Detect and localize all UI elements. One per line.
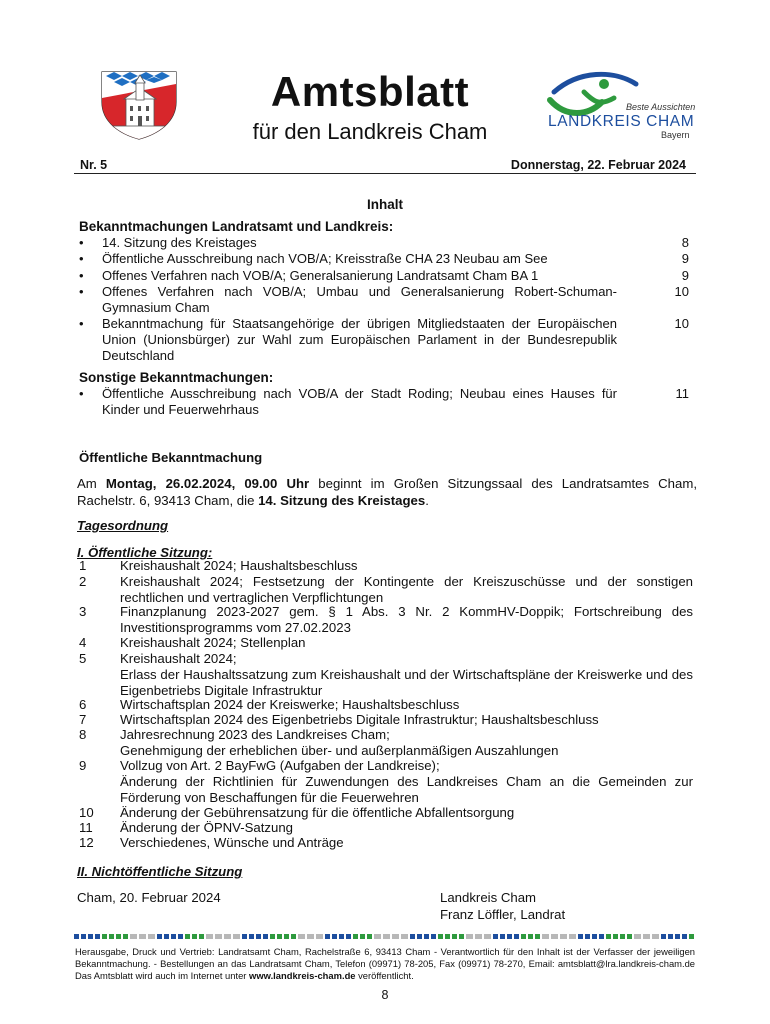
divider-dash bbox=[401, 934, 408, 939]
divider-dash bbox=[417, 934, 422, 939]
toc-item: • Offenes Verfahren nach VOB/A; Umbau und Generalsanierung Robert-Schuman-Gymnasium Cham 10 bbox=[79, 284, 689, 315]
toc-page: 8 bbox=[681, 235, 689, 250]
divider-dash bbox=[620, 934, 625, 939]
divider-dash bbox=[353, 934, 358, 939]
divider-dash bbox=[599, 934, 604, 939]
agenda-item: Jahresrechnung 2023 des Landkreises Cham; Genehmigung der erheblichen über- und außerplanmäßigen Auszahlungen bbox=[120, 727, 559, 758]
agenda-number: 12 bbox=[79, 835, 94, 850]
divider-dash bbox=[346, 934, 351, 939]
agenda-item: Kreishaushalt 2024; Erlass der Haushaltssatzung zum Kreishaushalt und der Wirtschaftspläne der Kreiswerke und des Eigenbetriebs Digitale Infrastruktur bbox=[120, 651, 693, 698]
divider-dash bbox=[500, 934, 505, 939]
divider-dash bbox=[689, 934, 694, 939]
agenda-number: 4 bbox=[79, 635, 87, 650]
meeting-date: Montag, 26.02.2024, 09.00 Uhr bbox=[105, 476, 310, 491]
divider-dash bbox=[560, 934, 567, 939]
divider-dash bbox=[360, 934, 365, 939]
agenda-item: Änderung der Gebührensatzung für die öffentliche Abfallentsorgung bbox=[120, 805, 515, 820]
notice-intro: Am Montag, 26.02.2024, 09.00 Uhr beginnt im Großen Sitzungssaal des Landratsamtes Cham, Rachelstr. 6, 93413 Cham, die 14. Sitzung des Kreistages. bbox=[77, 476, 697, 508]
landkreis-cham-logo bbox=[544, 70, 704, 150]
divider-dash bbox=[466, 934, 473, 939]
divider-dash bbox=[431, 934, 436, 939]
agenda-heading: Tagesordnung bbox=[77, 518, 169, 533]
toc-item: • Offenes Verfahren nach VOB/A; Generalsanierung Landratsamt Cham BA 1 9 bbox=[79, 268, 689, 283]
divider-dash bbox=[307, 934, 314, 939]
bullet-icon: • bbox=[79, 235, 84, 250]
toc-item: • Bekanntmachung für Staatsangehörige der übrigen Mitgliedstaaten der Europäischen Union (Unionsbürger) zur Wahl zum Europäischen Parlament in der Bundesrepublik Deutschland 10 bbox=[79, 316, 689, 363]
notice-heading: Öffentliche Bekanntmachung bbox=[79, 450, 263, 465]
divider-dash bbox=[606, 934, 611, 939]
agenda-item: Kreishaushalt 2024; Festsetzung der Kontingente der Kreiszuschüsse und der sonstigen rechtlichen und vertraglichen Verpflichtungen bbox=[120, 574, 693, 605]
agenda-item: Vollzug von Art. 2 BayFwG (Aufgaben der Landkreise); Änderung der Richtlinien für Zuwendungen des Landkreises Cham an die Gemeinden zur Förderung von Beschaffungen für die Feuerwehren bbox=[120, 758, 693, 805]
divider-dash bbox=[634, 934, 641, 939]
divider-dash bbox=[277, 934, 282, 939]
toc-page: 10 bbox=[674, 316, 689, 331]
agenda-item: Finanzplanung 2023-2027 gem. § 1 Abs. 3 Nr. 2 KommHV-Doppik; Fortschreibung des Investitionsprogramms vom 27.02.2023 bbox=[120, 604, 693, 635]
divider-dash bbox=[452, 934, 457, 939]
divider-dash bbox=[102, 934, 107, 939]
divider-dash bbox=[569, 934, 576, 939]
divider-dash bbox=[484, 934, 491, 939]
signature-authority: Landkreis Cham bbox=[440, 890, 537, 905]
logo-name: LANDKREIS CHAM bbox=[548, 113, 695, 130]
agenda-item: Kreishaushalt 2024; Haushaltsbeschluss bbox=[120, 558, 358, 573]
divider-dash bbox=[475, 934, 482, 939]
divider-dash bbox=[668, 934, 673, 939]
header-divider bbox=[74, 173, 696, 174]
divider-dash bbox=[367, 934, 372, 939]
divider-dash bbox=[514, 934, 519, 939]
divider-dash bbox=[613, 934, 618, 939]
divider-dash bbox=[578, 934, 583, 939]
divider-dash bbox=[592, 934, 597, 939]
divider-dash bbox=[233, 934, 240, 939]
divider-dash bbox=[116, 934, 121, 939]
divider-dash bbox=[392, 934, 399, 939]
divider-dash bbox=[383, 934, 390, 939]
divider-dash bbox=[542, 934, 549, 939]
divider-dash bbox=[242, 934, 247, 939]
divider-dash bbox=[643, 934, 650, 939]
divider-dash bbox=[459, 934, 464, 939]
divider-dash bbox=[88, 934, 93, 939]
document-subtitle: für den Landkreis Cham bbox=[252, 119, 488, 144]
agenda-number: 8 bbox=[79, 727, 87, 742]
agenda-number: 3 bbox=[79, 604, 87, 619]
website-link[interactable]: www.landkreis-cham.de bbox=[249, 970, 356, 981]
divider-dash bbox=[249, 934, 254, 939]
divider-dash bbox=[339, 934, 344, 939]
divider-dash bbox=[74, 934, 79, 939]
toc-item: • Öffentliche Ausschreibung nach VOB/A; Kreisstraße CHA 23 Neubau am See 9 bbox=[79, 251, 689, 266]
bullet-icon: • bbox=[79, 386, 84, 401]
divider-dash bbox=[682, 934, 687, 939]
footer-dashed-divider bbox=[74, 934, 696, 939]
divider-dash bbox=[148, 934, 155, 939]
divider-dash bbox=[316, 934, 323, 939]
divider-dash bbox=[185, 934, 190, 939]
divider-dash bbox=[445, 934, 450, 939]
agenda-item: Wirtschaftsplan 2024 des Eigenbetriebs Digitale Infrastruktur; Haushaltsbeschluss bbox=[120, 712, 599, 727]
toc-heading: Inhalt bbox=[367, 197, 403, 212]
nonpublic-session-heading: II. Nichtöffentliche Sitzung bbox=[77, 864, 243, 879]
divider-dash bbox=[284, 934, 289, 939]
divider-dash bbox=[298, 934, 305, 939]
issue-date: Donnerstag, 22. Februar 2024 bbox=[510, 158, 686, 172]
agenda-number: 7 bbox=[79, 712, 87, 727]
divider-dash bbox=[325, 934, 330, 939]
divider-dash bbox=[157, 934, 162, 939]
divider-dash bbox=[521, 934, 526, 939]
imprint: Herausgabe, Druck und Vertrieb: Landratsamt Cham, Rachelstraße 6, 93413 Cham - Verantwortlich für den Inhalt ist der Verfasser der jeweiligen Bekanntmachung. - Bestellungen an das Landratsamt Cham, Telefon (09971) 78-205, Fax (09971) 78-270, Email: amtsblatt@lra.landkreis-cham.de Das Amtsblatt wird auch im Internet unter www.landkreis-cham.de veröffentlicht. bbox=[75, 946, 695, 981]
divider-dash bbox=[81, 934, 86, 939]
meeting-name: 14. Sitzung des Kreistages bbox=[258, 493, 426, 508]
divider-dash bbox=[528, 934, 533, 939]
agenda-item: Änderung der ÖPNV-Satzung bbox=[120, 820, 294, 835]
divider-dash bbox=[95, 934, 100, 939]
toc-section-heading: Sonstige Bekanntmachungen: bbox=[79, 370, 274, 385]
divider-dash bbox=[130, 934, 137, 939]
divider-dash bbox=[123, 934, 128, 939]
agenda-number: 1 bbox=[79, 558, 87, 573]
divider-dash bbox=[171, 934, 176, 939]
toc-page: 9 bbox=[681, 251, 689, 266]
agenda-number: 10 bbox=[79, 805, 94, 820]
divider-dash bbox=[535, 934, 540, 939]
page-number: 8 bbox=[381, 988, 389, 1002]
agenda-item: Verschiedenes, Wünsche und Anträge bbox=[120, 835, 344, 850]
divider-dash bbox=[263, 934, 268, 939]
divider-dash bbox=[661, 934, 666, 939]
toc-page: 10 bbox=[674, 284, 689, 299]
bullet-icon: • bbox=[79, 251, 84, 266]
divider-dash bbox=[374, 934, 381, 939]
divider-dash bbox=[585, 934, 590, 939]
toc-item: • 14. Sitzung des Kreistages 8 bbox=[79, 235, 689, 250]
agenda-number: 2 bbox=[79, 574, 87, 589]
agenda-number: 6 bbox=[79, 697, 87, 712]
bullet-icon: • bbox=[79, 284, 84, 299]
public-session-heading: I. Öffentliche Sitzung: bbox=[77, 545, 213, 560]
divider-dash bbox=[178, 934, 183, 939]
divider-dash bbox=[410, 934, 415, 939]
coat-of-arms bbox=[96, 68, 182, 140]
divider-dash bbox=[192, 934, 197, 939]
divider-dash bbox=[164, 934, 169, 939]
divider-dash bbox=[206, 934, 213, 939]
agenda-item: Kreishaushalt 2024; Stellenplan bbox=[120, 635, 306, 650]
divider-dash bbox=[332, 934, 337, 939]
toc-item: • Öffentliche Ausschreibung nach VOB/A der Stadt Roding; Neubau eines Hauses für Kinder und Feuerwehrhaus 11 bbox=[79, 386, 689, 417]
document-title: Amtsblatt bbox=[270, 68, 470, 115]
agenda-item: Wirtschaftsplan 2024 der Kreiswerke; Haushaltsbeschluss bbox=[120, 697, 460, 712]
logo-region: Bayern bbox=[661, 130, 690, 140]
divider-dash bbox=[438, 934, 443, 939]
signature-name: Franz Löffler, Landrat bbox=[440, 907, 566, 922]
agenda-number: 9 bbox=[79, 758, 87, 773]
divider-dash bbox=[627, 934, 632, 939]
divider-dash bbox=[675, 934, 680, 939]
toc-page: 9 bbox=[681, 268, 689, 283]
agenda-number: 5 bbox=[79, 651, 87, 666]
divider-dash bbox=[256, 934, 261, 939]
divider-dash bbox=[215, 934, 222, 939]
place-date: Cham, 20. Februar 2024 bbox=[77, 890, 221, 905]
toc-page: 11 bbox=[675, 386, 689, 401]
divider-dash bbox=[199, 934, 204, 939]
divider-dash bbox=[493, 934, 498, 939]
divider-dash bbox=[551, 934, 558, 939]
divider-dash bbox=[270, 934, 275, 939]
bullet-icon: • bbox=[79, 316, 84, 331]
divider-dash bbox=[424, 934, 429, 939]
toc-section-heading: Bekanntmachungen Landratsamt und Landkreis: bbox=[79, 219, 394, 234]
divider-dash bbox=[652, 934, 659, 939]
divider-dash bbox=[507, 934, 512, 939]
divider-dash bbox=[109, 934, 114, 939]
divider-dash bbox=[291, 934, 296, 939]
issue-number: Nr. 5 bbox=[80, 158, 108, 172]
logo-tagline: Beste Aussichten bbox=[626, 102, 696, 112]
bullet-icon: • bbox=[79, 268, 84, 283]
divider-dash bbox=[224, 934, 231, 939]
divider-dash bbox=[139, 934, 146, 939]
agenda-number: 11 bbox=[79, 820, 93, 835]
